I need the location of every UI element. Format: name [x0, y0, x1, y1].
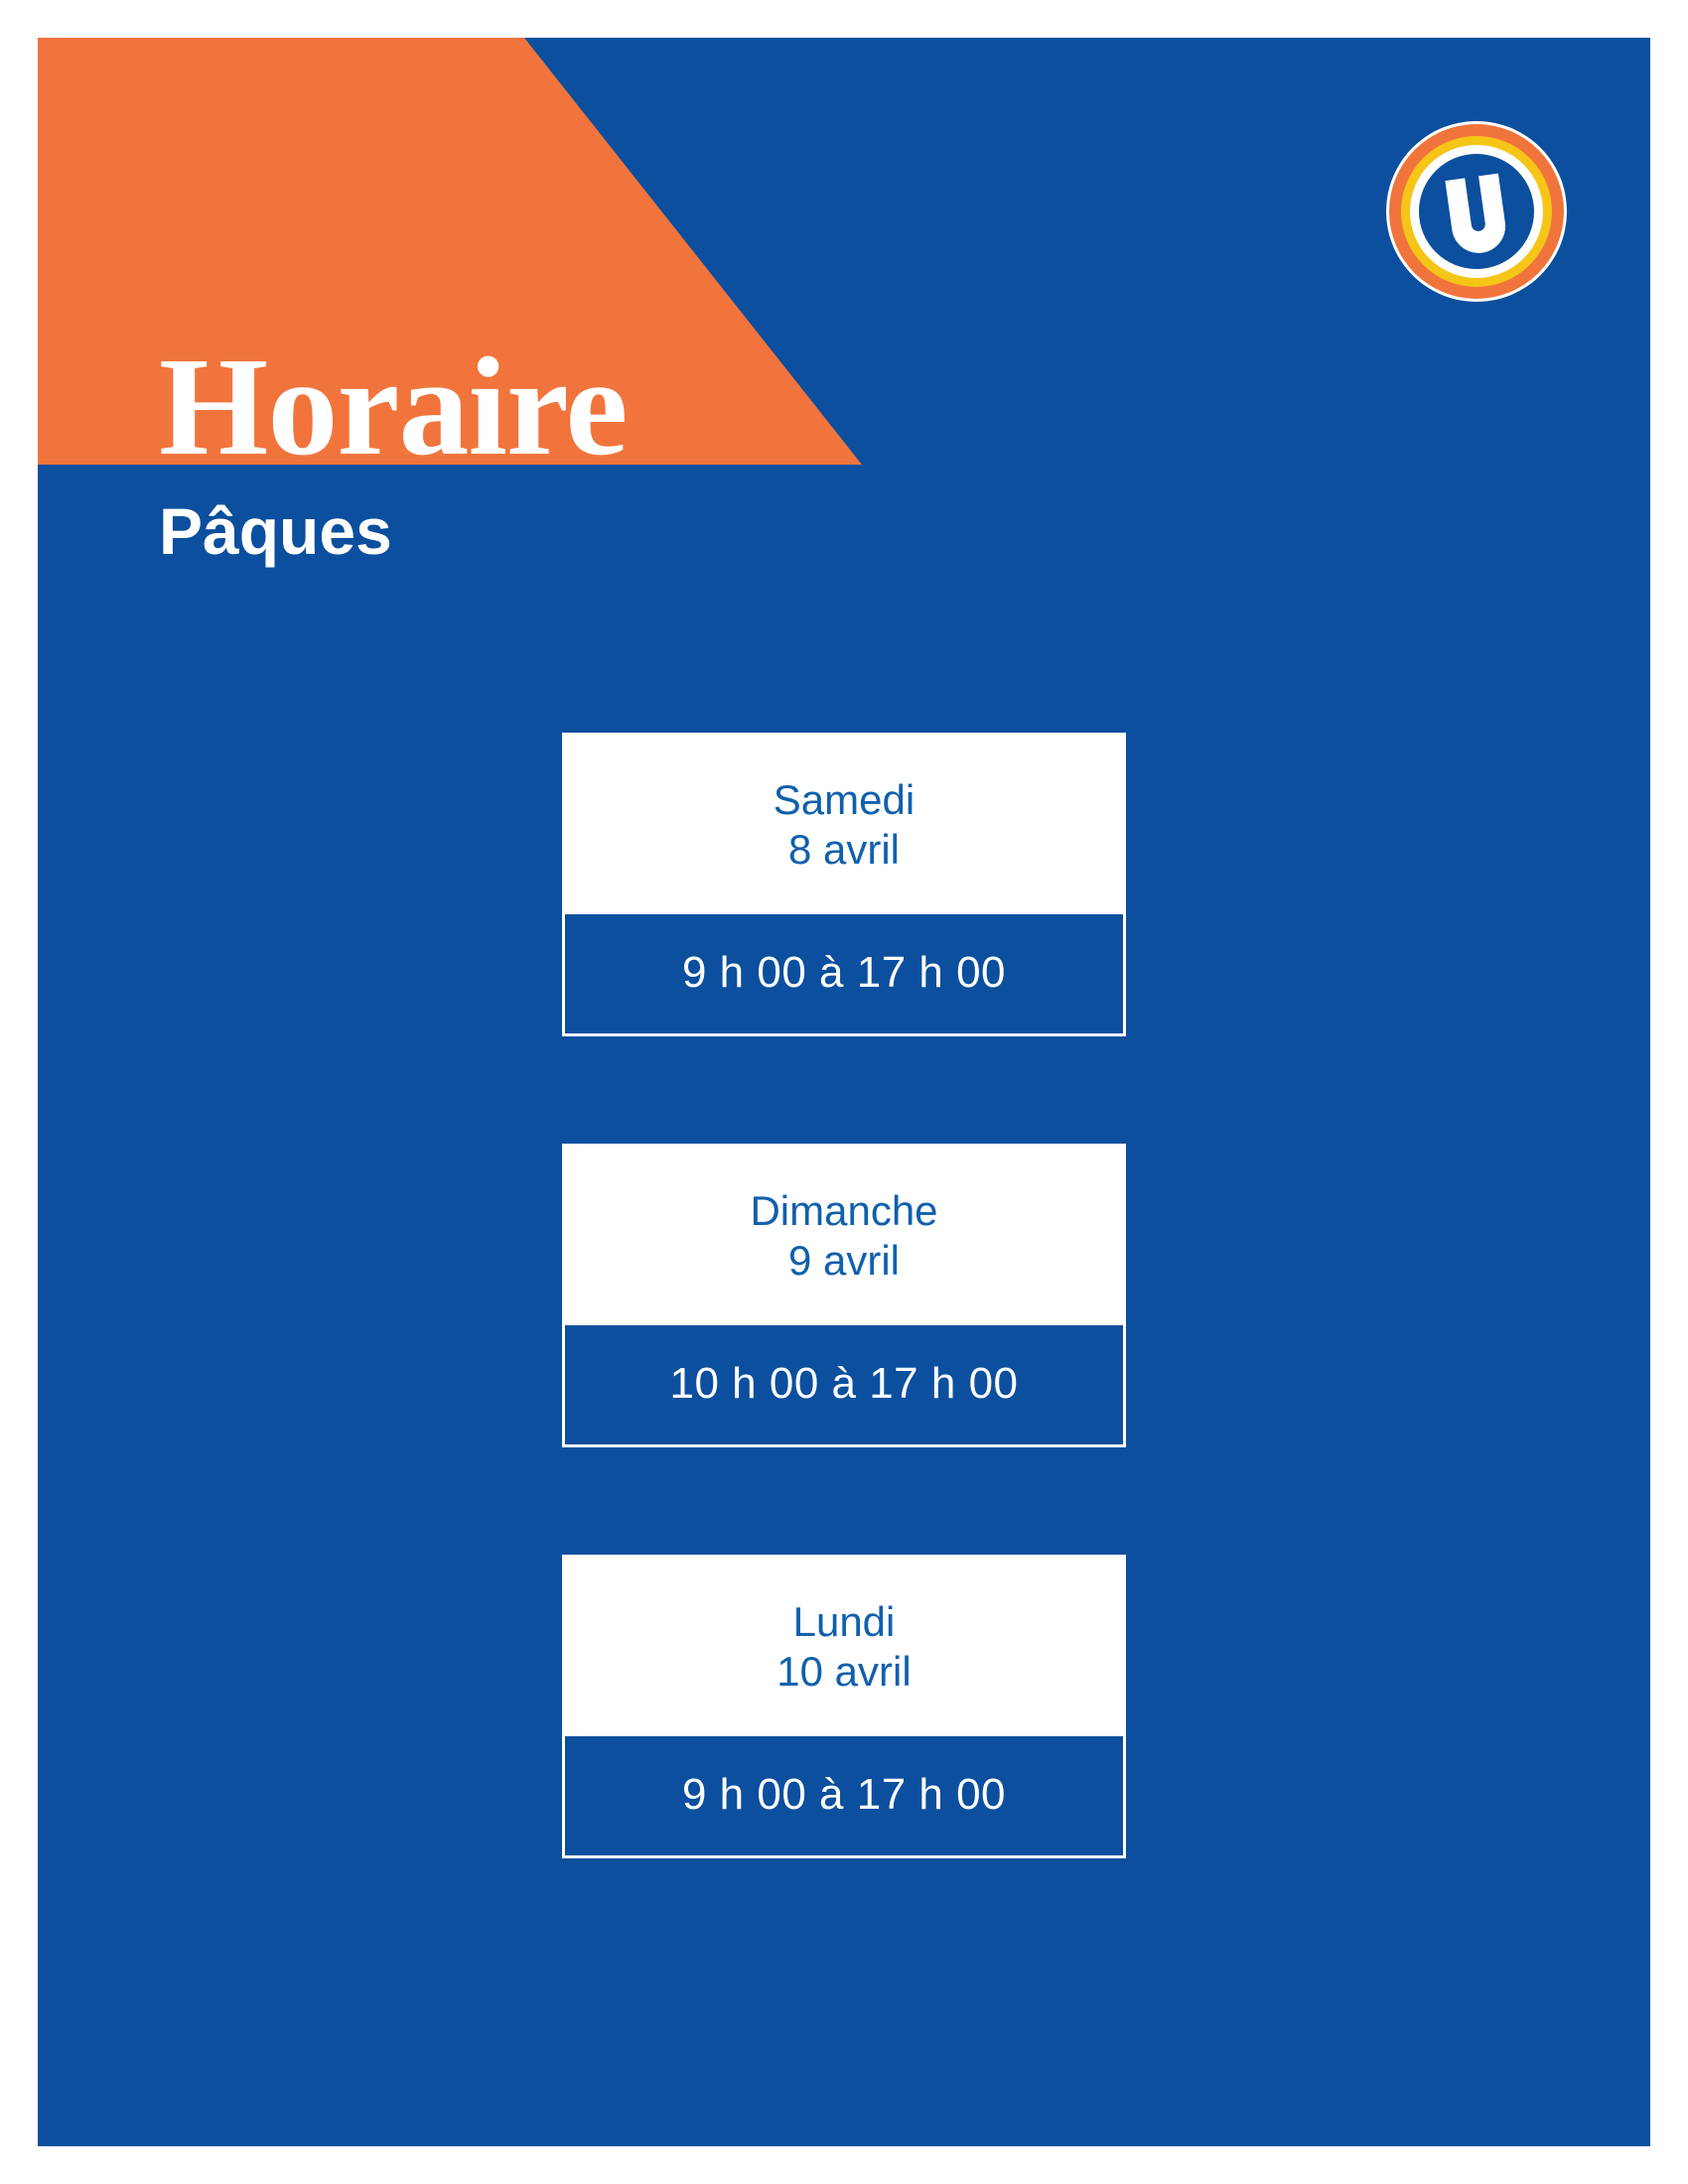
schedule-date: 10 avril [776, 1647, 912, 1695]
schedule-card-header [562, 1555, 1126, 1736]
schedule-list [38, 733, 1650, 1858]
schedule-hours: 9 h 00 à 17 h 00 [562, 914, 1126, 1036]
schedule-card [562, 733, 1126, 1036]
schedule-card [562, 1144, 1126, 1447]
page-title: Horaire [159, 328, 628, 484]
schedule-card-header [562, 733, 1126, 914]
poster-titles [159, 328, 1053, 568]
schedule-date: 8 avril [787, 825, 901, 873]
schedule-day: Samedi [773, 776, 915, 823]
schedule-date: 9 avril [787, 1236, 901, 1284]
schedule-hours: 10 h 00 à 17 h 00 [562, 1325, 1126, 1447]
poster-canvas [38, 38, 1650, 2146]
schedule-hours: 9 h 00 à 17 h 00 [562, 1736, 1126, 1858]
schedule-day: Lundi [792, 1598, 896, 1646]
page-subtitle: Pâques [159, 494, 392, 568]
brand-logo [1384, 119, 1569, 304]
schedule-card-header [562, 1144, 1126, 1325]
schedule-day: Dimanche [750, 1187, 938, 1235]
schedule-card [562, 1555, 1126, 1858]
